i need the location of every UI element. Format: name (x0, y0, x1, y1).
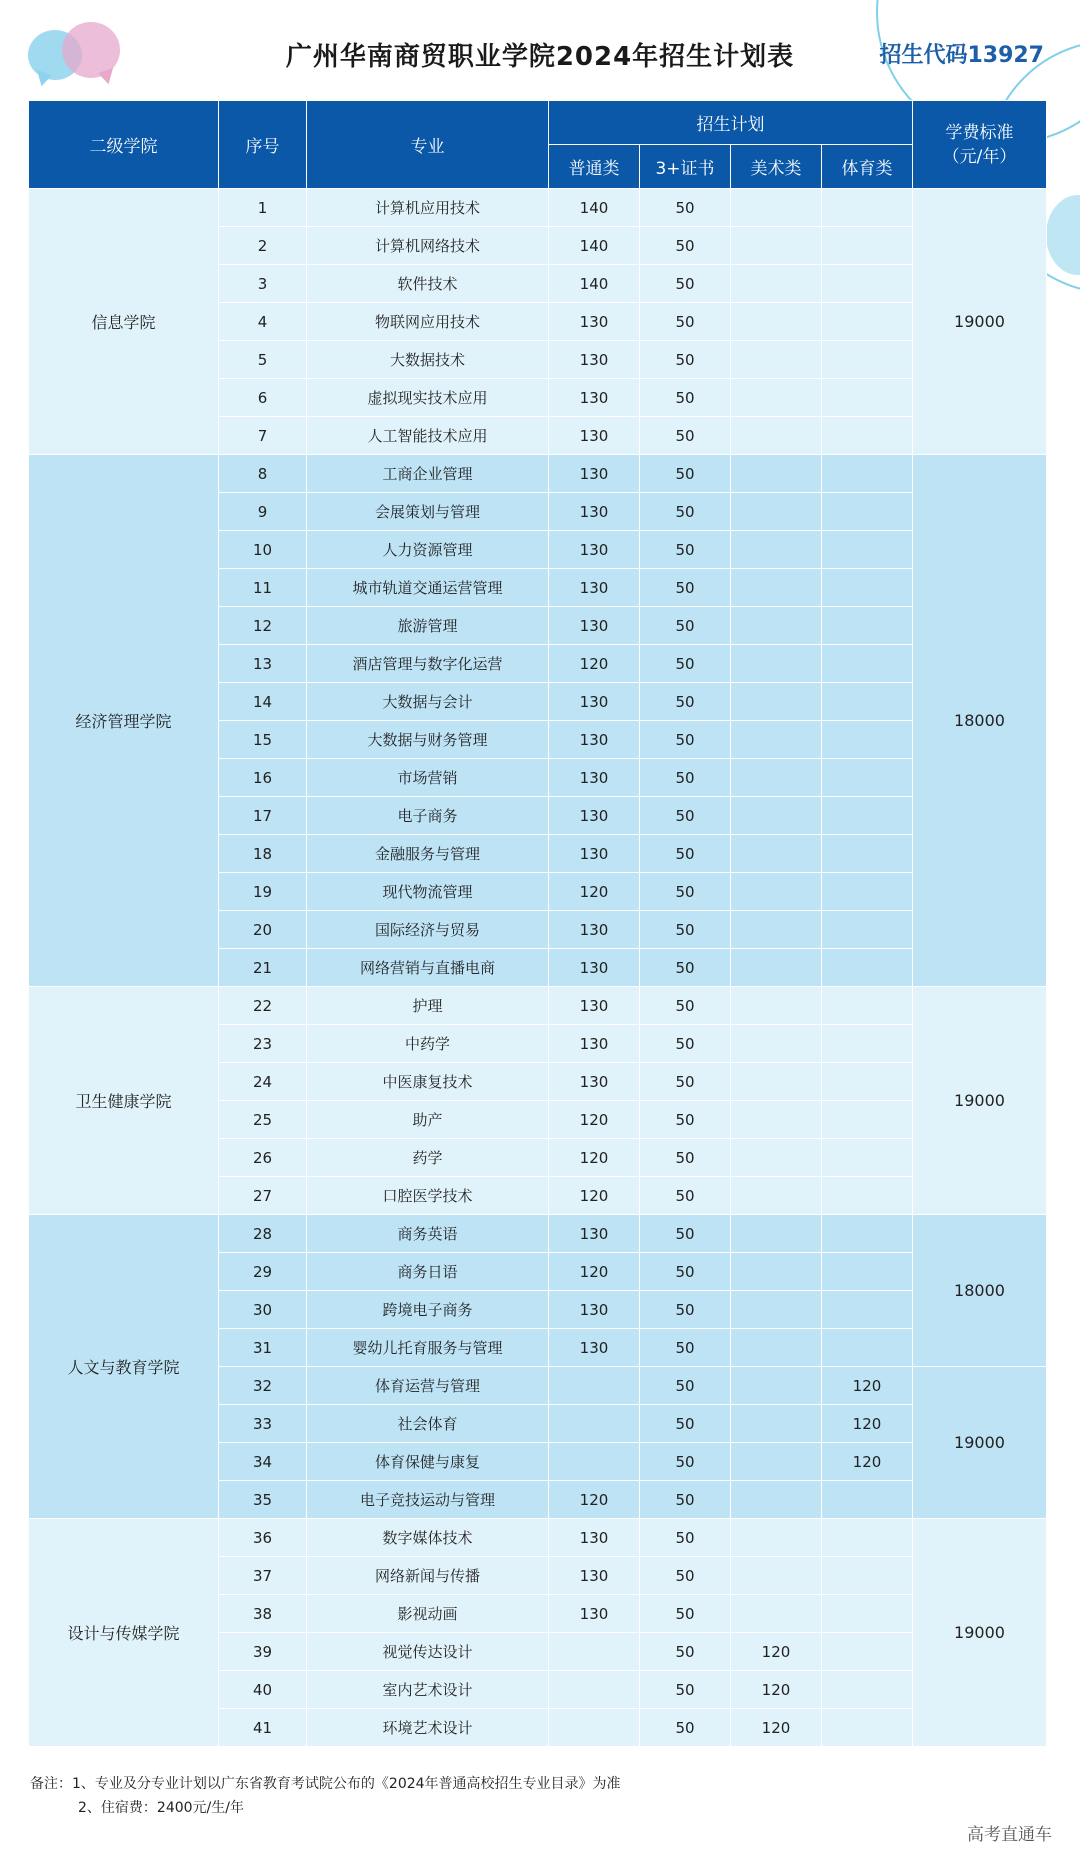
general-count: 130 (549, 607, 640, 645)
major-name: 会展策划与管理 (307, 493, 549, 531)
art-count (731, 493, 822, 531)
cert-count: 50 (640, 683, 731, 721)
general-count: 130 (549, 303, 640, 341)
row-no: 27 (219, 1177, 307, 1215)
cert-count: 50 (640, 265, 731, 303)
cert-count: 50 (640, 1671, 731, 1709)
row-no: 26 (219, 1139, 307, 1177)
general-count: 130 (549, 1291, 640, 1329)
general-count: 120 (549, 1481, 640, 1519)
college-name: 人文与教育学院 (29, 1215, 219, 1519)
major-name: 计算机应用技术 (307, 189, 549, 227)
art-count (731, 265, 822, 303)
cert-count: 50 (640, 1139, 731, 1177)
sports-count (822, 645, 913, 683)
art-count (731, 759, 822, 797)
cert-count: 50 (640, 645, 731, 683)
tuition-fee: 19000 (913, 1367, 1047, 1519)
sports-count (822, 1519, 913, 1557)
sports-count (822, 1671, 913, 1709)
general-count: 130 (549, 949, 640, 987)
art-count (731, 1063, 822, 1101)
cert-count: 50 (640, 987, 731, 1025)
header-cert: 3+证书 (640, 145, 731, 189)
header-no: 序号 (219, 101, 307, 189)
art-count (731, 607, 822, 645)
sports-count (822, 1329, 913, 1367)
major-name: 视觉传达设计 (307, 1633, 549, 1671)
header-fee (913, 101, 1047, 189)
sports-count (822, 417, 913, 455)
cert-count: 50 (640, 455, 731, 493)
cert-count: 50 (640, 911, 731, 949)
note-line-1: 备注：1、专业及分专业计划以广东省教育考试院公布的《2024年普通高校招生专业目录》为准 (30, 1776, 621, 1792)
major-name: 口腔医学技术 (307, 1177, 549, 1215)
row-no: 16 (219, 759, 307, 797)
sports-count (822, 1253, 913, 1291)
art-count (731, 1101, 822, 1139)
major-name: 电子商务 (307, 797, 549, 835)
major-name: 室内艺术设计 (307, 1671, 549, 1709)
art-count (731, 1025, 822, 1063)
art-count (731, 987, 822, 1025)
general-count: 130 (549, 683, 640, 721)
major-name: 数字媒体技术 (307, 1519, 549, 1557)
cert-count: 50 (640, 227, 731, 265)
major-name: 社会体育 (307, 1405, 549, 1443)
art-count (731, 1253, 822, 1291)
note-line-2: 2、住宿费：2400元/生/年 (78, 1800, 244, 1816)
general-count: 130 (549, 721, 640, 759)
sports-count: 120 (822, 1367, 913, 1405)
major-name: 大数据技术 (307, 341, 549, 379)
sports-count (822, 1025, 913, 1063)
notes (30, 1772, 621, 1820)
art-count (731, 797, 822, 835)
row-no: 13 (219, 645, 307, 683)
general-count: 130 (549, 1063, 640, 1101)
cert-count: 50 (640, 1709, 731, 1747)
sports-count (822, 341, 913, 379)
general-count: 130 (549, 569, 640, 607)
plan-body (29, 189, 1047, 1747)
major-name: 城市轨道交通运营管理 (307, 569, 549, 607)
general-count: 130 (549, 417, 640, 455)
general-count (549, 1367, 640, 1405)
major-name: 市场营销 (307, 759, 549, 797)
tuition-fee: 19000 (913, 1519, 1047, 1747)
general-count: 140 (549, 227, 640, 265)
sports-count (822, 1177, 913, 1215)
art-count (731, 1519, 822, 1557)
art-count (731, 835, 822, 873)
enrollment-plan-table (28, 100, 1047, 1747)
general-count: 130 (549, 1557, 640, 1595)
cert-count: 50 (640, 835, 731, 873)
cert-count: 50 (640, 1177, 731, 1215)
art-count (731, 911, 822, 949)
sports-count (822, 1291, 913, 1329)
row-no: 5 (219, 341, 307, 379)
sports-count (822, 607, 913, 645)
header-art: 美术类 (731, 145, 822, 189)
major-name: 网络营销与直播电商 (307, 949, 549, 987)
major-name: 大数据与会计 (307, 683, 549, 721)
cert-count: 50 (640, 797, 731, 835)
art-count (731, 379, 822, 417)
major-name: 金融服务与管理 (307, 835, 549, 873)
page-title: 广州华南商贸职业学院2024年招生计划表 (285, 42, 795, 72)
art-count (731, 1367, 822, 1405)
major-name: 旅游管理 (307, 607, 549, 645)
major-name: 国际经济与贸易 (307, 911, 549, 949)
general-count: 130 (549, 1215, 640, 1253)
table-row (29, 1215, 1047, 1253)
sports-count (822, 759, 913, 797)
major-name: 虚拟现实技术应用 (307, 379, 549, 417)
major-name: 大数据与财务管理 (307, 721, 549, 759)
sports-count (822, 531, 913, 569)
general-count: 130 (549, 1519, 640, 1557)
row-no: 22 (219, 987, 307, 1025)
general-count (549, 1405, 640, 1443)
row-no: 33 (219, 1405, 307, 1443)
sports-count (822, 569, 913, 607)
general-count: 120 (549, 1177, 640, 1215)
admission-code: 招生代码13927 (879, 43, 1044, 68)
general-count: 130 (549, 455, 640, 493)
row-no: 21 (219, 949, 307, 987)
major-name: 护理 (307, 987, 549, 1025)
sports-count (822, 379, 913, 417)
art-count (731, 683, 822, 721)
general-count: 130 (549, 1595, 640, 1633)
general-count: 140 (549, 189, 640, 227)
art-count (731, 1405, 822, 1443)
cert-count: 50 (640, 1101, 731, 1139)
general-count: 140 (549, 265, 640, 303)
major-name: 工商企业管理 (307, 455, 549, 493)
sports-count (822, 1595, 913, 1633)
row-no: 37 (219, 1557, 307, 1595)
art-count (731, 455, 822, 493)
art-count (731, 1177, 822, 1215)
cert-count: 50 (640, 1405, 731, 1443)
header-college: 二级学院 (29, 101, 219, 189)
general-count: 120 (549, 645, 640, 683)
college-name: 设计与传媒学院 (29, 1519, 219, 1747)
art-count (731, 1595, 822, 1633)
general-count (549, 1671, 640, 1709)
major-name: 人工智能技术应用 (307, 417, 549, 455)
row-no: 30 (219, 1291, 307, 1329)
major-name: 助产 (307, 1101, 549, 1139)
cert-count: 50 (640, 569, 731, 607)
header-plan: 招生计划 (549, 101, 913, 145)
row-no: 34 (219, 1443, 307, 1481)
sports-count (822, 1481, 913, 1519)
sports-count (822, 1709, 913, 1747)
general-count: 130 (549, 759, 640, 797)
art-count (731, 417, 822, 455)
sports-count (822, 1557, 913, 1595)
general-count (549, 1633, 640, 1671)
cert-count: 50 (640, 1291, 731, 1329)
row-no: 2 (219, 227, 307, 265)
cert-count: 50 (640, 1253, 731, 1291)
sports-count (822, 303, 913, 341)
watermark: 高考直通车 (967, 1825, 1052, 1845)
general-count (549, 1709, 640, 1747)
row-no: 17 (219, 797, 307, 835)
art-count (731, 1481, 822, 1519)
art-count: 120 (731, 1671, 822, 1709)
general-count: 130 (549, 835, 640, 873)
row-no: 6 (219, 379, 307, 417)
tuition-fee: 19000 (913, 987, 1047, 1215)
sports-count (822, 227, 913, 265)
sports-count (822, 265, 913, 303)
art-count (731, 1443, 822, 1481)
row-no: 36 (219, 1519, 307, 1557)
sports-count (822, 189, 913, 227)
row-no: 28 (219, 1215, 307, 1253)
row-no: 10 (219, 531, 307, 569)
row-no: 39 (219, 1633, 307, 1671)
general-count: 130 (549, 1025, 640, 1063)
cert-count: 50 (640, 1519, 731, 1557)
art-count (731, 949, 822, 987)
row-no: 25 (219, 1101, 307, 1139)
cert-count: 50 (640, 1063, 731, 1101)
row-no: 40 (219, 1671, 307, 1709)
sports-count (822, 1215, 913, 1253)
college-name: 经济管理学院 (29, 455, 219, 987)
sports-count (822, 835, 913, 873)
major-name: 酒店管理与数字化运营 (307, 645, 549, 683)
row-no: 31 (219, 1329, 307, 1367)
major-name: 人力资源管理 (307, 531, 549, 569)
major-name: 中药学 (307, 1025, 549, 1063)
sports-count: 120 (822, 1405, 913, 1443)
header-general: 普通类 (549, 145, 640, 189)
cert-count: 50 (640, 759, 731, 797)
sports-count (822, 797, 913, 835)
tuition-fee: 18000 (913, 1215, 1047, 1367)
cert-count: 50 (640, 379, 731, 417)
major-name: 体育保健与康复 (307, 1443, 549, 1481)
row-no: 7 (219, 417, 307, 455)
general-count: 130 (549, 341, 640, 379)
row-no: 1 (219, 189, 307, 227)
art-count (731, 341, 822, 379)
row-no: 32 (219, 1367, 307, 1405)
sports-count (822, 987, 913, 1025)
cert-count: 50 (640, 531, 731, 569)
art-count (731, 645, 822, 683)
row-no: 19 (219, 873, 307, 911)
sports-count (822, 493, 913, 531)
tuition-fee: 19000 (913, 189, 1047, 455)
cert-count: 50 (640, 873, 731, 911)
header-major: 专业 (307, 101, 549, 189)
cert-count: 50 (640, 341, 731, 379)
college-name: 信息学院 (29, 189, 219, 455)
cert-count: 50 (640, 1215, 731, 1253)
table-row (29, 455, 1047, 493)
major-name: 计算机网络技术 (307, 227, 549, 265)
art-count (731, 303, 822, 341)
major-name: 体育运营与管理 (307, 1367, 549, 1405)
art-count (731, 1215, 822, 1253)
major-name: 软件技术 (307, 265, 549, 303)
sports-count (822, 949, 913, 987)
cert-count: 50 (640, 949, 731, 987)
header-fee-line2: （元/年） (942, 146, 1017, 167)
row-no: 11 (219, 569, 307, 607)
cert-count: 50 (640, 1557, 731, 1595)
row-no: 14 (219, 683, 307, 721)
major-name: 商务日语 (307, 1253, 549, 1291)
cert-count: 50 (640, 1633, 731, 1671)
general-count: 130 (549, 493, 640, 531)
row-no: 24 (219, 1063, 307, 1101)
major-name: 影视动画 (307, 1595, 549, 1633)
table-row (29, 987, 1047, 1025)
major-name: 药学 (307, 1139, 549, 1177)
art-count (731, 531, 822, 569)
general-count: 130 (549, 379, 640, 417)
major-name: 环境艺术设计 (307, 1709, 549, 1747)
art-count: 120 (731, 1633, 822, 1671)
cert-count: 50 (640, 493, 731, 531)
art-count (731, 721, 822, 759)
major-name: 跨境电子商务 (307, 1291, 549, 1329)
row-no: 12 (219, 607, 307, 645)
sports-count (822, 1139, 913, 1177)
row-no: 3 (219, 265, 307, 303)
major-name: 网络新闻与传播 (307, 1557, 549, 1595)
major-name: 电子竞技运动与管理 (307, 1481, 549, 1519)
general-count: 120 (549, 1253, 640, 1291)
row-no: 20 (219, 911, 307, 949)
general-count: 120 (549, 1101, 640, 1139)
art-count (731, 1291, 822, 1329)
general-count: 130 (549, 987, 640, 1025)
row-no: 9 (219, 493, 307, 531)
major-name: 商务英语 (307, 1215, 549, 1253)
cert-count: 50 (640, 721, 731, 759)
sports-count (822, 911, 913, 949)
general-count: 130 (549, 531, 640, 569)
header-fee-line1: 学费标准 (945, 122, 1014, 143)
sports-count (822, 1101, 913, 1139)
row-no: 29 (219, 1253, 307, 1291)
row-no: 8 (219, 455, 307, 493)
header-sports: 体育类 (822, 145, 913, 189)
cert-count: 50 (640, 417, 731, 455)
art-count (731, 873, 822, 911)
tuition-fee: 18000 (913, 455, 1047, 987)
cert-count: 50 (640, 1329, 731, 1367)
table-row (29, 1519, 1047, 1557)
general-count: 130 (549, 797, 640, 835)
art-count (731, 569, 822, 607)
sports-count (822, 683, 913, 721)
major-name: 婴幼儿托育服务与管理 (307, 1329, 549, 1367)
sports-count (822, 721, 913, 759)
general-count (549, 1443, 640, 1481)
row-no: 35 (219, 1481, 307, 1519)
art-count (731, 1139, 822, 1177)
major-name: 中医康复技术 (307, 1063, 549, 1101)
sports-count: 120 (822, 1443, 913, 1481)
row-no: 18 (219, 835, 307, 873)
cert-count: 50 (640, 189, 731, 227)
sports-count (822, 1633, 913, 1671)
cert-count: 50 (640, 1443, 731, 1481)
major-name: 物联网应用技术 (307, 303, 549, 341)
cert-count: 50 (640, 1595, 731, 1633)
general-count: 130 (549, 1329, 640, 1367)
college-name: 卫生健康学院 (29, 987, 219, 1215)
row-no: 38 (219, 1595, 307, 1633)
art-count (731, 1329, 822, 1367)
major-name: 现代物流管理 (307, 873, 549, 911)
art-count (731, 189, 822, 227)
general-count: 130 (549, 911, 640, 949)
art-count: 120 (731, 1709, 822, 1747)
sports-count (822, 1063, 913, 1101)
cert-count: 50 (640, 1481, 731, 1519)
cert-count: 50 (640, 1025, 731, 1063)
general-count: 120 (549, 1139, 640, 1177)
sports-count (822, 455, 913, 493)
cert-count: 50 (640, 1367, 731, 1405)
row-no: 15 (219, 721, 307, 759)
sports-count (822, 873, 913, 911)
row-no: 4 (219, 303, 307, 341)
cert-count: 50 (640, 303, 731, 341)
cert-count: 50 (640, 607, 731, 645)
table-row (29, 189, 1047, 227)
art-count (731, 227, 822, 265)
art-count (731, 1557, 822, 1595)
general-count: 120 (549, 873, 640, 911)
row-no: 41 (219, 1709, 307, 1747)
row-no: 23 (219, 1025, 307, 1063)
